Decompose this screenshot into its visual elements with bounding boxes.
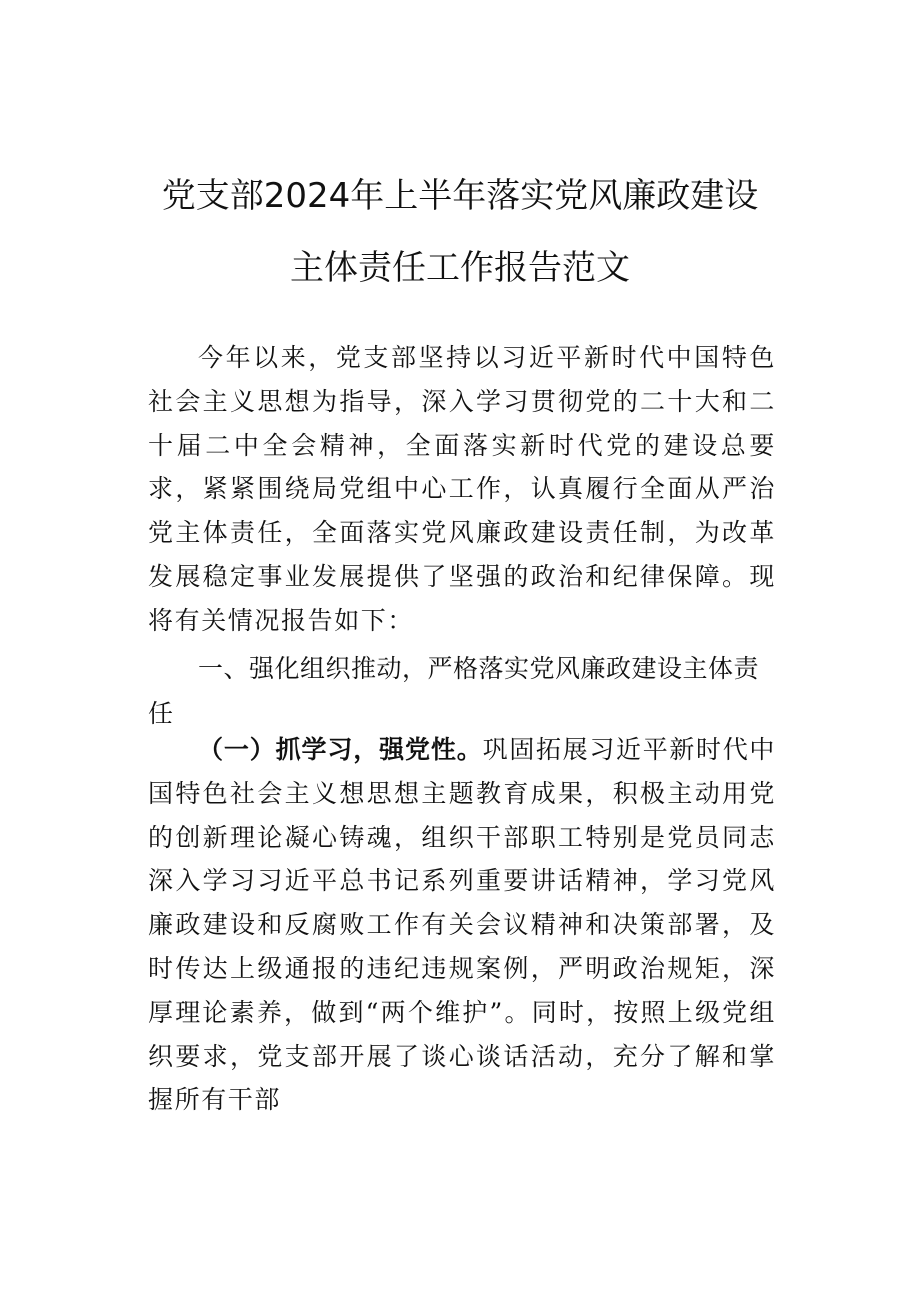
subsection-text-1: 巩固拓展习近平新时代中国特色社会主义想思想主题教育成果，积极主动用党的创新理论凝心铸魂，组织干部职工特别是党员同志深入学习习近平总书记系列重要讲话精神，学习党风廉政建设和反腐败工作有关会议精神和决策部署，及时传达上级通报的违纪违规案例，严明政治规矩，深厚理论素养，做到“两个维护”。同时，按照上级党组织要求，党支部开展了谈心谈话活动，充分了解和掌握所有干部 [148,735,776,1115]
document-title-line-1: 党支部2024年上半年落实党风廉政建设 [161,176,759,216]
subsection-lead-1: （一）抓学习，强党性。 [198,735,483,764]
document-title-line-2: 主体责任工作报告范文 [290,248,630,288]
intro-paragraph: 今年以来，党支部坚持以习近平新时代中国特色社会主义思想为指导，深入学习贯彻党的二十大和二十届二中全会精神，全面落实新时代党的建设总要求，紧紧围绕局党组中心工作，认真履行全面从严治党主体责任，全面落实党风廉政建设责任制，为改革发展稳定事业发展提供了坚强的政治和纪律保障。现将有关情况报告如下： [148,343,776,635]
section-heading-1: 一、强化组织推动，严格落实党风廉政建设主体责任 [148,654,760,728]
subsection-paragraph-1 [148,728,776,1122]
